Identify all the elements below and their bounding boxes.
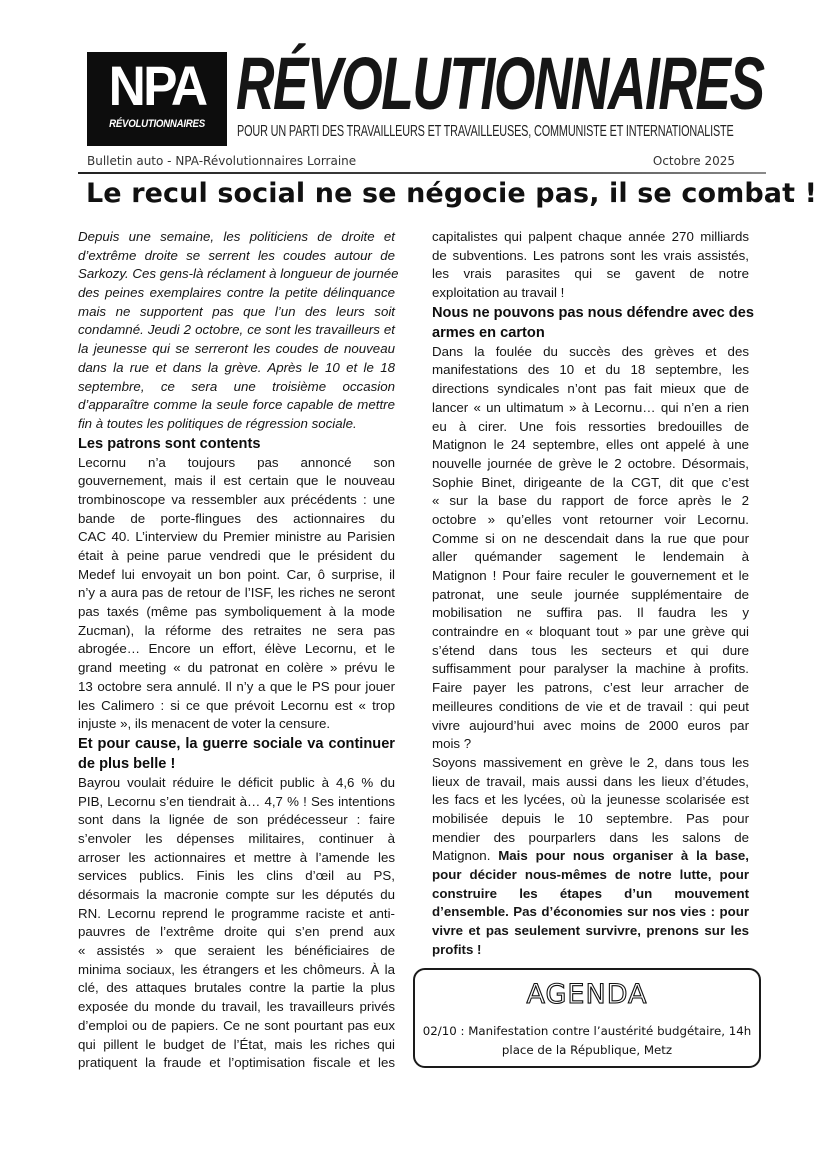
section-patrons-contents-body [78,454,395,734]
text-line: mais ne supportent pas que l’un des leurs soit [78,303,395,319]
text-line: Matignon ! Pour faire reculer le gouvernement et le [432,568,749,583]
logo-subtitle: RÉVOLUTIONNAIRES [109,118,205,130]
text-line: bande de porte-flingues des actionnaires du [78,510,395,526]
text-line: condamné. Jeudi 2 octobre, ce sont les travailleurs et [78,322,395,338]
text-line: exposée du monde du travail, les travailleurs privés [78,999,395,1015]
text-line-mixed [432,847,749,866]
logo-npa-text: NPA [108,54,206,117]
section-heading-armes-en-carton [432,303,754,343]
text-line: Depuis une semaine, les politiciens de droite et [78,229,395,244]
bold-text-line: pour décider nous-mêmes de notre lutte, pour [432,867,749,882]
text-line: gouvernement, mais il est certain que le nouveau [78,473,395,489]
issue-date: Octobre 2025 [652,154,735,168]
text-line: contraindre en « bloquant tout » par une grève qui [432,624,749,640]
text-line: d’apparaître comme la seule force capable de mettre [78,397,395,413]
text-line: s’étend dans tous les secteurs et qui dure [432,642,749,658]
text-line: Comme si on ne descendait dans la rue que pour [432,530,749,546]
text-line: Soyons massivement en grève le 2, dans tous les [432,754,749,770]
text-line: n’y a aura pas de retour de l’ISF, les riches ne seront [78,585,395,601]
agenda-box [413,968,761,1068]
section-guerre-sociale-body [78,774,395,1073]
text-line: septembre, ce sera une troisième occasion [78,378,395,394]
bulletin-name: Bulletin auto - NPA-Révolutionnaires Lorraine [87,154,357,168]
text-line: clé, des attaques brutales contre la partie la plus [78,980,395,996]
text-line: aller quémander sagement le lendemain à [432,549,749,565]
text-line: « assistés » que seraient les bénéficiaires de [78,943,395,959]
text-line: CAC 40. L’interview du Premier ministre au Parisien [78,529,395,545]
text-line: services publics. Finis les clins d’œil au PS, [78,868,395,884]
bold-text-line: d’ensemble. Pas d’économies sur nos vies : pour [432,904,749,920]
text-line: Matignon le 24 septembre, elles ont appelé à une [432,437,749,453]
intro-paragraph [78,228,399,434]
text-line: trombinoscope va ressembler aux précédents : une [78,491,395,507]
text-line: s’envoler les dépenses militaires, continuer à [78,830,395,846]
regular-text: Matignon. [432,848,499,864]
text-line: mois ? [432,736,472,752]
text-line: abrogée… Encore un effort, élève Lecornu, et le [78,641,395,657]
bold-call-to-action: Mais pour nous organiser à la base, [498,848,749,864]
text-line: meilleures conditions de vie et de travail : qui peut [432,698,749,714]
section-armes-en-carton-body [432,343,749,754]
text-line: RN. Lecornu reprend le programme raciste et anti- [78,905,395,921]
text-line: mendier des pourparlers dans les salons de [432,829,749,845]
text-line: eu à cirer. Une fois ressorties bredouilles de [432,418,749,434]
text-line: qui pillent le budget de l’État, mais les riches qui [78,1036,395,1052]
text-line: Lecornu n’a toujours pas annoncé son [78,454,395,470]
text-line: était à peine parue vendredi que le président du [78,548,395,563]
text-line: 13 octobre sera annulé. Il n’y a que le PS pour jouer [78,678,395,694]
text-line: pauvres de l’extrême droite qui s’en prend aux [78,924,395,940]
text-line: exploitation au travail ! [432,285,565,301]
text-line: désormais la macronie compte sur les députés du [78,887,395,902]
continued-paragraph [432,228,749,303]
agenda-event-line: 02/10 : Manifestation contre l’austérité budgétaire, 14h [422,1024,752,1038]
text-line: dans la rue et dans la grève. Après le 10 et le 18 [78,359,395,375]
text-line: vivre aujourd’hui avec moins de 2000 euros par [432,717,749,733]
text-line: Faire payer les patrons, c’est leur arracher de [432,680,749,696]
text-line: Bayrou voulait réduire le déficit public à 4,6 % du [78,774,395,790]
text-line: minima sociaux, les étrangers et les chômeurs. À la [78,961,395,977]
text-line: Medef lui envoyait un bon point. Car, ô surprise, il [78,566,395,582]
text-line: directions syndicales n’ont pas fait mieux que de [432,381,749,397]
text-line: pas taxés (même pas symboliquement à la mode [78,604,395,620]
section-heading-patrons-contents: Les patrons sont contents [78,435,261,452]
section-heading-guerre-sociale [78,734,395,774]
text-line: des peines exemplaires contre la petite délinquance [78,285,395,301]
text-line: la jeunesse qui se serreront les coudes de nouveau [78,341,395,357]
bold-text-line: profits ! [432,941,482,957]
bold-text-line: construire les étapes d’un mouvement [432,885,749,901]
text-line: Sophie Binet, dirigeante de la CGT, dit que c’est [432,474,749,490]
agenda-event [419,1022,755,1060]
heading-line: Nous ne pouvons pas nous défendre avec des [432,304,754,321]
text-line: nouvelle journée de grève le 2 octobre. Désormais, [432,455,749,471]
text-line: lieux de travail, mais aussi dans les lieux d’études, [432,773,749,789]
text-line: les Calimero : si ce que prévoit Lecornu est « trop [78,697,395,713]
agenda-event-line: place de la République, Metz [501,1043,673,1057]
text-line: fin à toutes les politiques de régression sociale. [78,415,357,431]
text-line: mobilisation ne suffira pas. Il faudra les y [432,605,749,621]
heading-line: Et pour cause, la guerre sociale va continuer [78,735,395,752]
text-line: les vrais parasites qui se gavent de notre [432,266,749,282]
text-line: mobilisée depuis le 10 septembre. Pas pour [432,810,749,826]
agenda-title: AGENDA [526,979,648,1010]
text-line: Dans la foulée du succès des grèves et des [432,343,749,359]
heading-line: de plus belle ! [78,755,176,772]
page-headline: Le recul social ne se négocie pas, il se combat ! [86,178,817,209]
left-column [78,228,399,1073]
text-line: octobre » qu’elles vont retourner voir Lecornu. [432,511,749,527]
bold-text-line: vivre et pas seulement survivre, prenons sur les [432,923,749,939]
text-line: d’emploi ou de papiers. Ce ne sont pourtant pas eux [78,1017,395,1033]
text-line: de subventions. Les patrons sont les vrais assistés, [432,247,749,263]
heading-line: armes en carton [432,324,545,341]
text-line: pratiquent la fraude et l’optimisation fiscale et les [78,1055,395,1071]
text-line: capitalistes qui palpent chaque année 270 milliards [432,229,749,244]
text-line: manifestations des 10 et du 18 septembre, les [432,362,749,378]
masthead-tagline: POUR UN PARTI DES TRAVAILLEURS ET TRAVAILLEUSES, COMMUNISTE ET INTERNATIONALISTE [237,123,734,140]
bulletin-info-strip [87,152,735,170]
text-line: d’extrême droite se serrent les coudes autour de [78,247,395,263]
text-line: « sur la base du rapport de force après le 2 [432,493,749,509]
text-line: les facs et les lycées, où la jeunesse scolarisée est [432,792,749,808]
text-line: sont dans la lignée de son prédécesseur : faire [78,812,395,828]
text-line: injuste », ils menacent de voter la censure. [78,716,331,732]
text-line: arroser les actionnaires et mettre à l’amende les [78,849,395,865]
text-line: grand meeting « du patronat en colère » prévu le [78,660,395,676]
closing-paragraph [432,754,749,960]
npa-logo [87,52,227,146]
text-line: Zucman), la réforme des retraites ne sera pas [78,622,395,638]
text-line: suffisamment pour paralyser la machine à profits. [432,661,749,677]
text-line: Sarkozy. Ces gens-là réclament à longueur de journée [78,266,399,282]
right-column [432,228,754,959]
masthead-title: RÉVOLUTIONNAIRES [236,42,764,125]
text-line: PIB, Lecornu s’en tiendrait à… 4,7 % ! Ses intentions [78,793,395,809]
text-line: lancer « un ultimatum » à Lecornu… qui n’en a rien [432,399,749,415]
text-line: patronat, une seule journée supplémentaire de [432,586,749,602]
